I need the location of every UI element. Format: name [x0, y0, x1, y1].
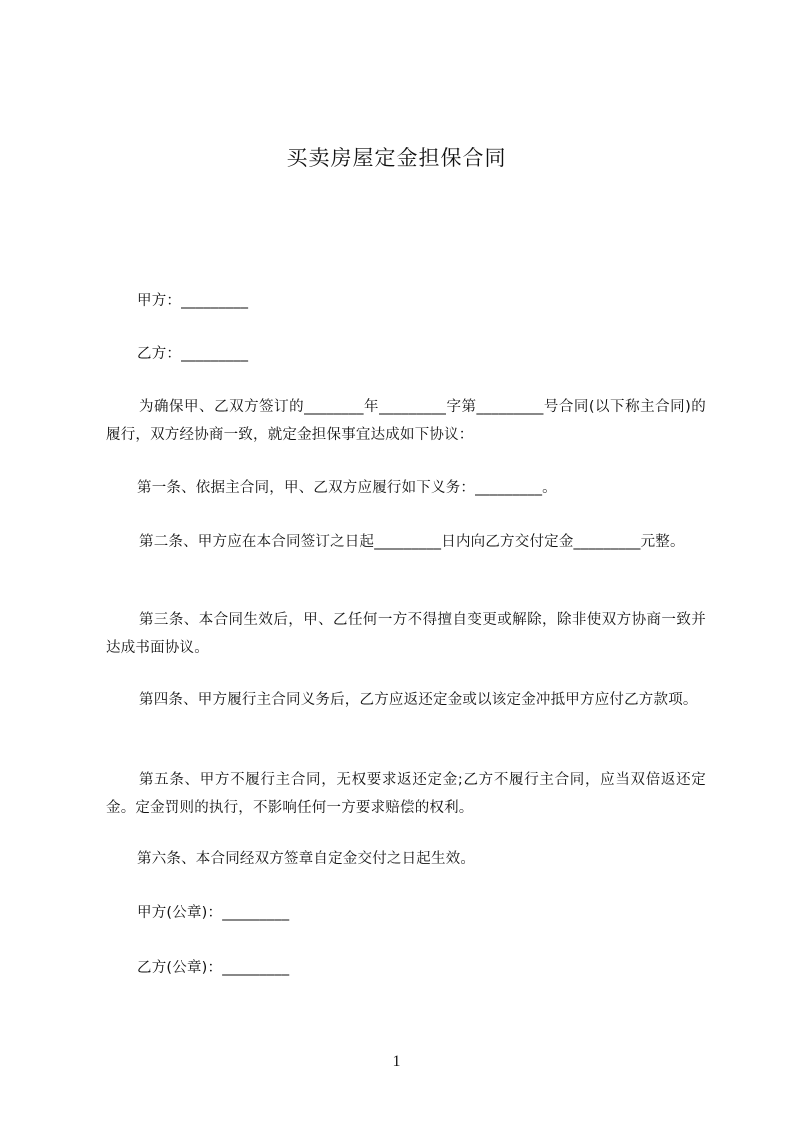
signature-party-a: 甲方(公章)：_________	[137, 905, 290, 921]
party-b-line: 乙方：_________	[137, 346, 249, 362]
article-2: 第二条、甲方应在本合同签订之日起_________日内向乙方交付定金_________元整。	[139, 534, 685, 550]
article-4: 第四条、甲方履行主合同义务后，乙方应返还定金或以该定金冲抵甲方应付乙方款项。	[139, 692, 698, 708]
document-title: 买卖房屋定金担保合同	[286, 146, 507, 170]
article-1: 第一条、依据主合同，甲、乙双方应履行如下义务：_________。	[137, 480, 557, 496]
signature-party-b: 乙方(公章)：_________	[137, 960, 290, 976]
article-3: 第三条、本合同生效后，甲、乙任何一方不得擅自变更或解除，除非使双方协商一致并达成书面协议。	[106, 612, 706, 656]
intro-paragraph: 为确保甲、乙双方签订的________年_________字第_________号合同(以下称主合同)的履行，双方经协商一致，就定金担保事宜达成如下协议：	[106, 399, 706, 443]
page-number: 1	[392, 1053, 401, 1070]
article-5: 第五条、甲方不履行主合同，无权要求返还定金;乙方不履行主合同，应当双倍返还定金。定金罚则的执行，不影响任何一方要求赔偿的权利。	[106, 772, 706, 816]
party-a-line: 甲方：_________	[137, 293, 249, 309]
article-6: 第六条、本合同经双方签章自定金交付之日起生效。	[137, 851, 476, 867]
